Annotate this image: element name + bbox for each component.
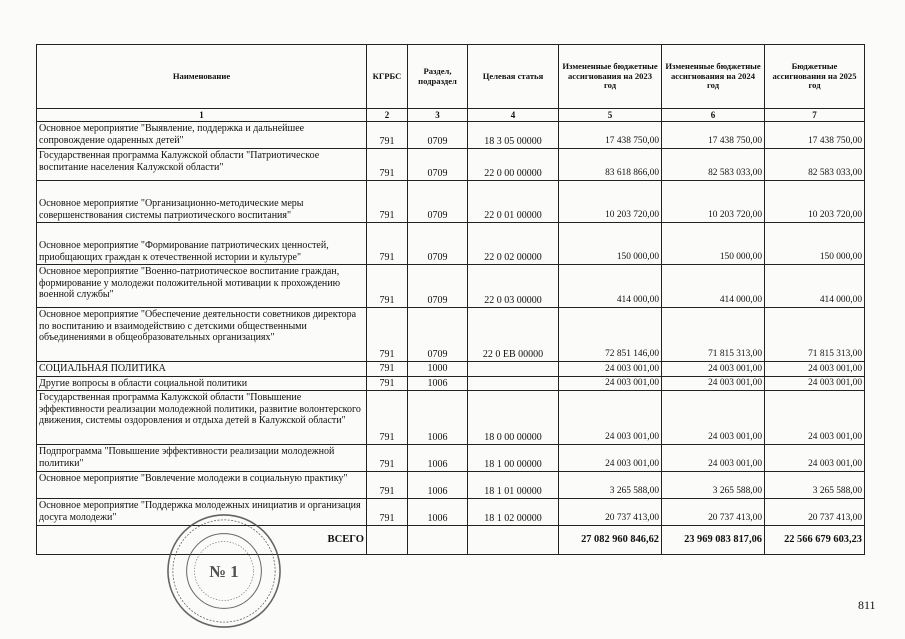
total-empty-cell [468, 526, 559, 555]
row-target: 18 1 00 00000 [468, 445, 559, 472]
page-number: 811 [858, 598, 876, 612]
row-2023: 10 203 720,00 [559, 181, 662, 223]
row-2023: 83 618 866,00 [559, 149, 662, 181]
row-target: 22 0 03 00000 [468, 265, 559, 308]
row-kgrbs: 791 [367, 376, 408, 391]
header-2023: Измененные бюджетные ассигнования на 2023 год [559, 45, 662, 109]
header-target: Целевая статья [468, 45, 559, 109]
row-2024: 17 438 750,00 [662, 122, 765, 149]
row-target: 22 0 01 00000 [468, 181, 559, 223]
row-2025: 82 583 033,00 [765, 149, 865, 181]
row-name: Государственная программа Калужской области "Повышение эффективности реализации молодежной политики, развитие волонтерского движения, системы оздоровления и отдыха детей в Калужской области" [37, 391, 367, 445]
row-2024: 3 265 588,00 [662, 472, 765, 499]
table-row [37, 376, 865, 391]
total-empty-cell [408, 526, 468, 555]
row-name: Основное мероприятие "Поддержка молодежных инициатив и организация досуга молодежи" [37, 499, 367, 526]
row-kgrbs: 791 [367, 122, 408, 149]
table-row [37, 122, 865, 149]
row-2023: 3 265 588,00 [559, 472, 662, 499]
column-number: 2 [367, 109, 408, 122]
row-kgrbs: 791 [367, 472, 408, 499]
table-row [37, 499, 865, 526]
column-number-row [37, 109, 865, 122]
row-2024: 82 583 033,00 [662, 149, 765, 181]
row-2024: 71 815 313,00 [662, 308, 765, 362]
row-section: 0709 [408, 122, 468, 149]
total-2025: 22 566 679 603,23 [765, 526, 865, 555]
row-target: 18 1 01 00000 [468, 472, 559, 499]
row-2025: 3 265 588,00 [765, 472, 865, 499]
row-2025: 24 003 001,00 [765, 362, 865, 377]
row-2025: 24 003 001,00 [765, 376, 865, 391]
row-2023: 24 003 001,00 [559, 391, 662, 445]
row-2024: 24 003 001,00 [662, 445, 765, 472]
row-section: 1000 [408, 362, 468, 377]
row-2023: 24 003 001,00 [559, 362, 662, 377]
row-section: 1006 [408, 499, 468, 526]
row-name: Основное мероприятие "Выявление, поддержка и дальнейшее сопровождение одаренных детей" [37, 122, 367, 149]
row-name: Основное мероприятие "Формирование патриотических ценностей, приобщающих граждан к отечественной истории и культуре" [37, 223, 367, 265]
row-kgrbs: 791 [367, 362, 408, 377]
row-section: 0709 [408, 265, 468, 308]
header-name: Наименование [37, 45, 367, 109]
row-2023: 17 438 750,00 [559, 122, 662, 149]
row-name: Другие вопросы в области социальной политики [37, 376, 367, 391]
row-2025: 150 000,00 [765, 223, 865, 265]
row-2024: 24 003 001,00 [662, 376, 765, 391]
row-section: 1006 [408, 391, 468, 445]
row-kgrbs: 791 [367, 265, 408, 308]
row-2023: 24 003 001,00 [559, 376, 662, 391]
column-number: 4 [468, 109, 559, 122]
row-2024: 24 003 001,00 [662, 391, 765, 445]
row-name: Государственная программа Калужской области "Патриотическое воспитание населения Калужской области" [37, 149, 367, 181]
row-2025: 24 003 001,00 [765, 445, 865, 472]
row-section: 1006 [408, 472, 468, 499]
total-2023: 27 082 960 846,62 [559, 526, 662, 555]
column-number: 6 [662, 109, 765, 122]
row-section: 0709 [408, 149, 468, 181]
total-empty-cell [367, 526, 408, 555]
row-section: 0709 [408, 308, 468, 362]
row-target: 22 0 02 00000 [468, 223, 559, 265]
table-row [37, 472, 865, 499]
row-2025: 17 438 750,00 [765, 122, 865, 149]
row-target [468, 362, 559, 377]
row-kgrbs: 791 [367, 149, 408, 181]
row-section: 0709 [408, 223, 468, 265]
row-2025: 10 203 720,00 [765, 181, 865, 223]
row-section: 0709 [408, 181, 468, 223]
row-2024: 24 003 001,00 [662, 362, 765, 377]
column-number: 7 [765, 109, 865, 122]
header-2024: Измененные бюджетные ассигнования на 2024 год [662, 45, 765, 109]
row-2025: 71 815 313,00 [765, 308, 865, 362]
table-row [37, 223, 865, 265]
row-kgrbs: 791 [367, 391, 408, 445]
table-row [37, 308, 865, 362]
header-kgrbs: КГРБС [367, 45, 408, 109]
row-name: СОЦИАЛЬНАЯ ПОЛИТИКА [37, 362, 367, 377]
row-name: Основное мероприятие "Обеспечение деятельности советников директора по воспитанию и взаимодействию с детскими общественными объединениями в общеобразовательных организациях" [37, 308, 367, 362]
row-target: 22 0 00 00000 [468, 149, 559, 181]
row-section: 1006 [408, 376, 468, 391]
stamp-number: № 1 [209, 561, 239, 581]
row-2024: 10 203 720,00 [662, 181, 765, 223]
row-name: Основное мероприятие "Военно-патриотическое воспитание граждан, формирование у молодежи положительной мотивации к прохождению военной службы" [37, 265, 367, 308]
row-name: Основное мероприятие "Вовлечение молодежи в социальную практику" [37, 472, 367, 499]
row-2023: 20 737 413,00 [559, 499, 662, 526]
row-kgrbs: 791 [367, 181, 408, 223]
row-2024: 414 000,00 [662, 265, 765, 308]
row-2024: 150 000,00 [662, 223, 765, 265]
row-name: Подпрограмма "Повышение эффективности реализации молодежной политики" [37, 445, 367, 472]
row-2024: 20 737 413,00 [662, 499, 765, 526]
column-number: 1 [37, 109, 367, 122]
row-target: 18 3 05 00000 [468, 122, 559, 149]
row-target [468, 376, 559, 391]
total-2024: 23 969 083 817,06 [662, 526, 765, 555]
table-row [37, 391, 865, 445]
official-stamp [165, 512, 283, 630]
row-2025: 414 000,00 [765, 265, 865, 308]
row-name: Основное мероприятие "Организационно-методические меры совершенствования системы патриотического воспитания" [37, 181, 367, 223]
row-2023: 72 851 146,00 [559, 308, 662, 362]
row-target: 22 0 EB 00000 [468, 308, 559, 362]
row-2025: 20 737 413,00 [765, 499, 865, 526]
header-2025: Бюджетные ассигнования на 2025 год [765, 45, 865, 109]
table-row [37, 181, 865, 223]
total-label: ВСЕГО [37, 526, 367, 555]
total-row [37, 526, 865, 555]
row-kgrbs: 791 [367, 499, 408, 526]
table-header-row [37, 45, 865, 109]
row-2023: 150 000,00 [559, 223, 662, 265]
row-2023: 24 003 001,00 [559, 445, 662, 472]
row-section: 1006 [408, 445, 468, 472]
table-row [37, 265, 865, 308]
table-row [37, 362, 865, 377]
table-row [37, 445, 865, 472]
column-number: 5 [559, 109, 662, 122]
row-kgrbs: 791 [367, 223, 408, 265]
row-target: 18 0 00 00000 [468, 391, 559, 445]
row-kgrbs: 791 [367, 308, 408, 362]
header-section: Раздел, подраздел [408, 45, 468, 109]
table-row [37, 149, 865, 181]
row-target: 18 1 02 00000 [468, 499, 559, 526]
column-number: 3 [408, 109, 468, 122]
row-2025: 24 003 001,00 [765, 391, 865, 445]
row-kgrbs: 791 [367, 445, 408, 472]
budget-table [36, 44, 865, 555]
row-2023: 414 000,00 [559, 265, 662, 308]
